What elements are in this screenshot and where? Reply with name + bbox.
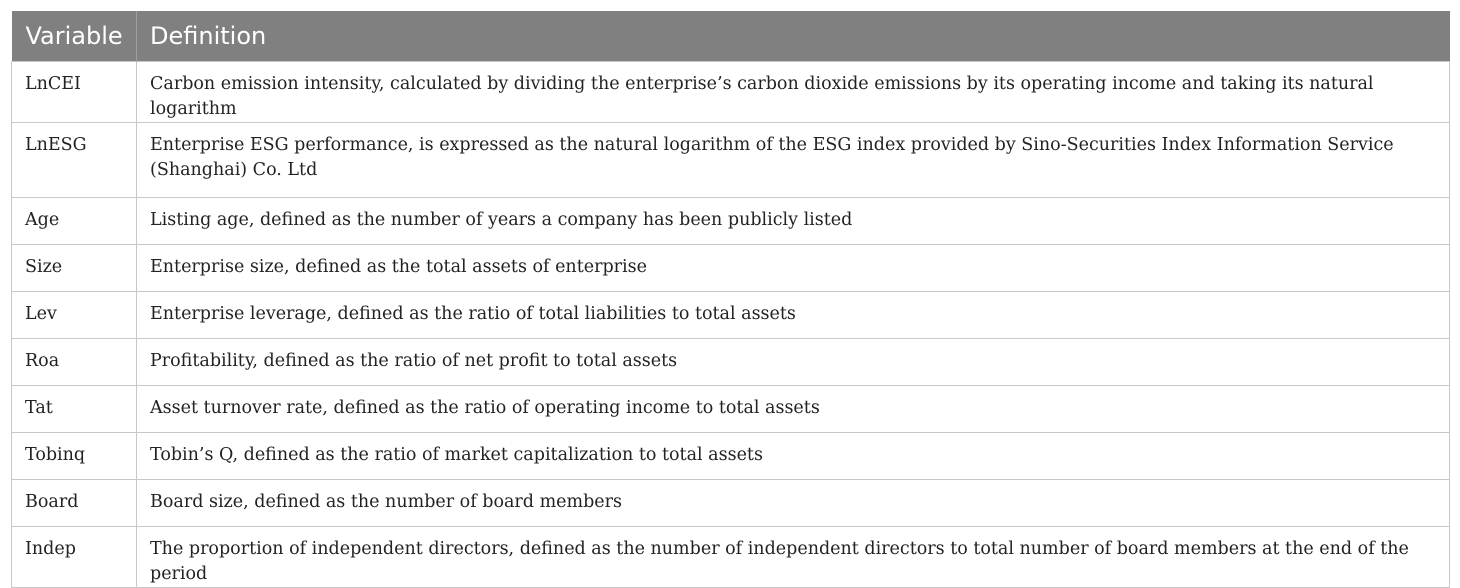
table-row xyxy=(12,480,1450,527)
variable-text: LnESG xyxy=(25,135,87,155)
definition-text: Carbon emission intensity, calculated by dividing the enterprise’s carbon dioxide emissions by its operating income and taking its natural logarithm xyxy=(150,74,1374,119)
table-body xyxy=(12,62,1450,588)
cell-definition xyxy=(137,198,1450,245)
variable-text: Age xyxy=(25,210,60,230)
table-header xyxy=(12,11,1450,62)
variable-text: Roa xyxy=(25,351,60,371)
variable-text: Tat xyxy=(25,398,53,418)
table-row xyxy=(12,433,1450,480)
cell-definition xyxy=(137,245,1450,292)
cell-variable xyxy=(12,123,137,198)
cell-variable xyxy=(12,245,137,292)
definition-text: Profitability, defined as the ratio of net profit to total assets xyxy=(150,351,678,371)
variable-definition-table xyxy=(11,11,1450,588)
header-row xyxy=(12,11,1450,62)
cell-definition xyxy=(137,480,1450,527)
cell-definition xyxy=(137,527,1450,588)
cell-variable xyxy=(12,480,137,527)
cell-definition xyxy=(137,62,1450,123)
cell-variable xyxy=(12,292,137,339)
cell-definition xyxy=(137,123,1450,198)
cell-variable xyxy=(12,339,137,386)
variable-text: Board xyxy=(25,492,79,512)
definition-text: Listing age, defined as the number of years a company has been publicly listed xyxy=(150,210,853,230)
definition-text: Board size, defined as the number of board members xyxy=(150,492,623,512)
table-row xyxy=(12,527,1450,588)
definition-text: Enterprise leverage, defined as the ratio of total liabilities to total assets xyxy=(150,304,796,324)
table-row xyxy=(12,339,1450,386)
definition-text: Asset turnover rate, defined as the ratio of operating income to total assets xyxy=(150,398,820,418)
definition-text: Enterprise ESG performance, is expressed as the natural logarithm of the ESG index provided by Sino-Securities Index Information Service (Shanghai) Co. Ltd xyxy=(150,135,1394,180)
cell-variable xyxy=(12,527,137,588)
cell-variable xyxy=(12,62,137,123)
table-row xyxy=(12,292,1450,339)
definition-text: Enterprise size, defined as the total assets of enterprise xyxy=(150,257,647,277)
variable-text: Indep xyxy=(25,539,76,559)
table-row xyxy=(12,198,1450,245)
definition-text: Tobin’s Q, defined as the ratio of market capitalization to total assets xyxy=(150,445,763,465)
cell-definition xyxy=(137,433,1450,480)
cell-variable xyxy=(12,198,137,245)
variable-text: Lev xyxy=(25,304,57,324)
variable-text: Size xyxy=(25,257,63,277)
table-row xyxy=(12,245,1450,292)
cell-variable xyxy=(12,386,137,433)
variable-definition-table-container xyxy=(11,11,1449,588)
definition-text: The proportion of independent directors, defined as the number of independent directors to total number of board members at the end of the period xyxy=(150,539,1409,584)
variable-text: Tobinq xyxy=(25,445,86,465)
variable-text: LnCEI xyxy=(25,74,81,94)
cell-variable xyxy=(12,433,137,480)
header-variable: Variable xyxy=(12,11,137,62)
cell-definition xyxy=(137,339,1450,386)
header-definition: Definition xyxy=(137,11,1450,62)
table-row xyxy=(12,123,1450,198)
table-row xyxy=(12,62,1450,123)
cell-definition xyxy=(137,386,1450,433)
table-row xyxy=(12,386,1450,433)
cell-definition xyxy=(137,292,1450,339)
